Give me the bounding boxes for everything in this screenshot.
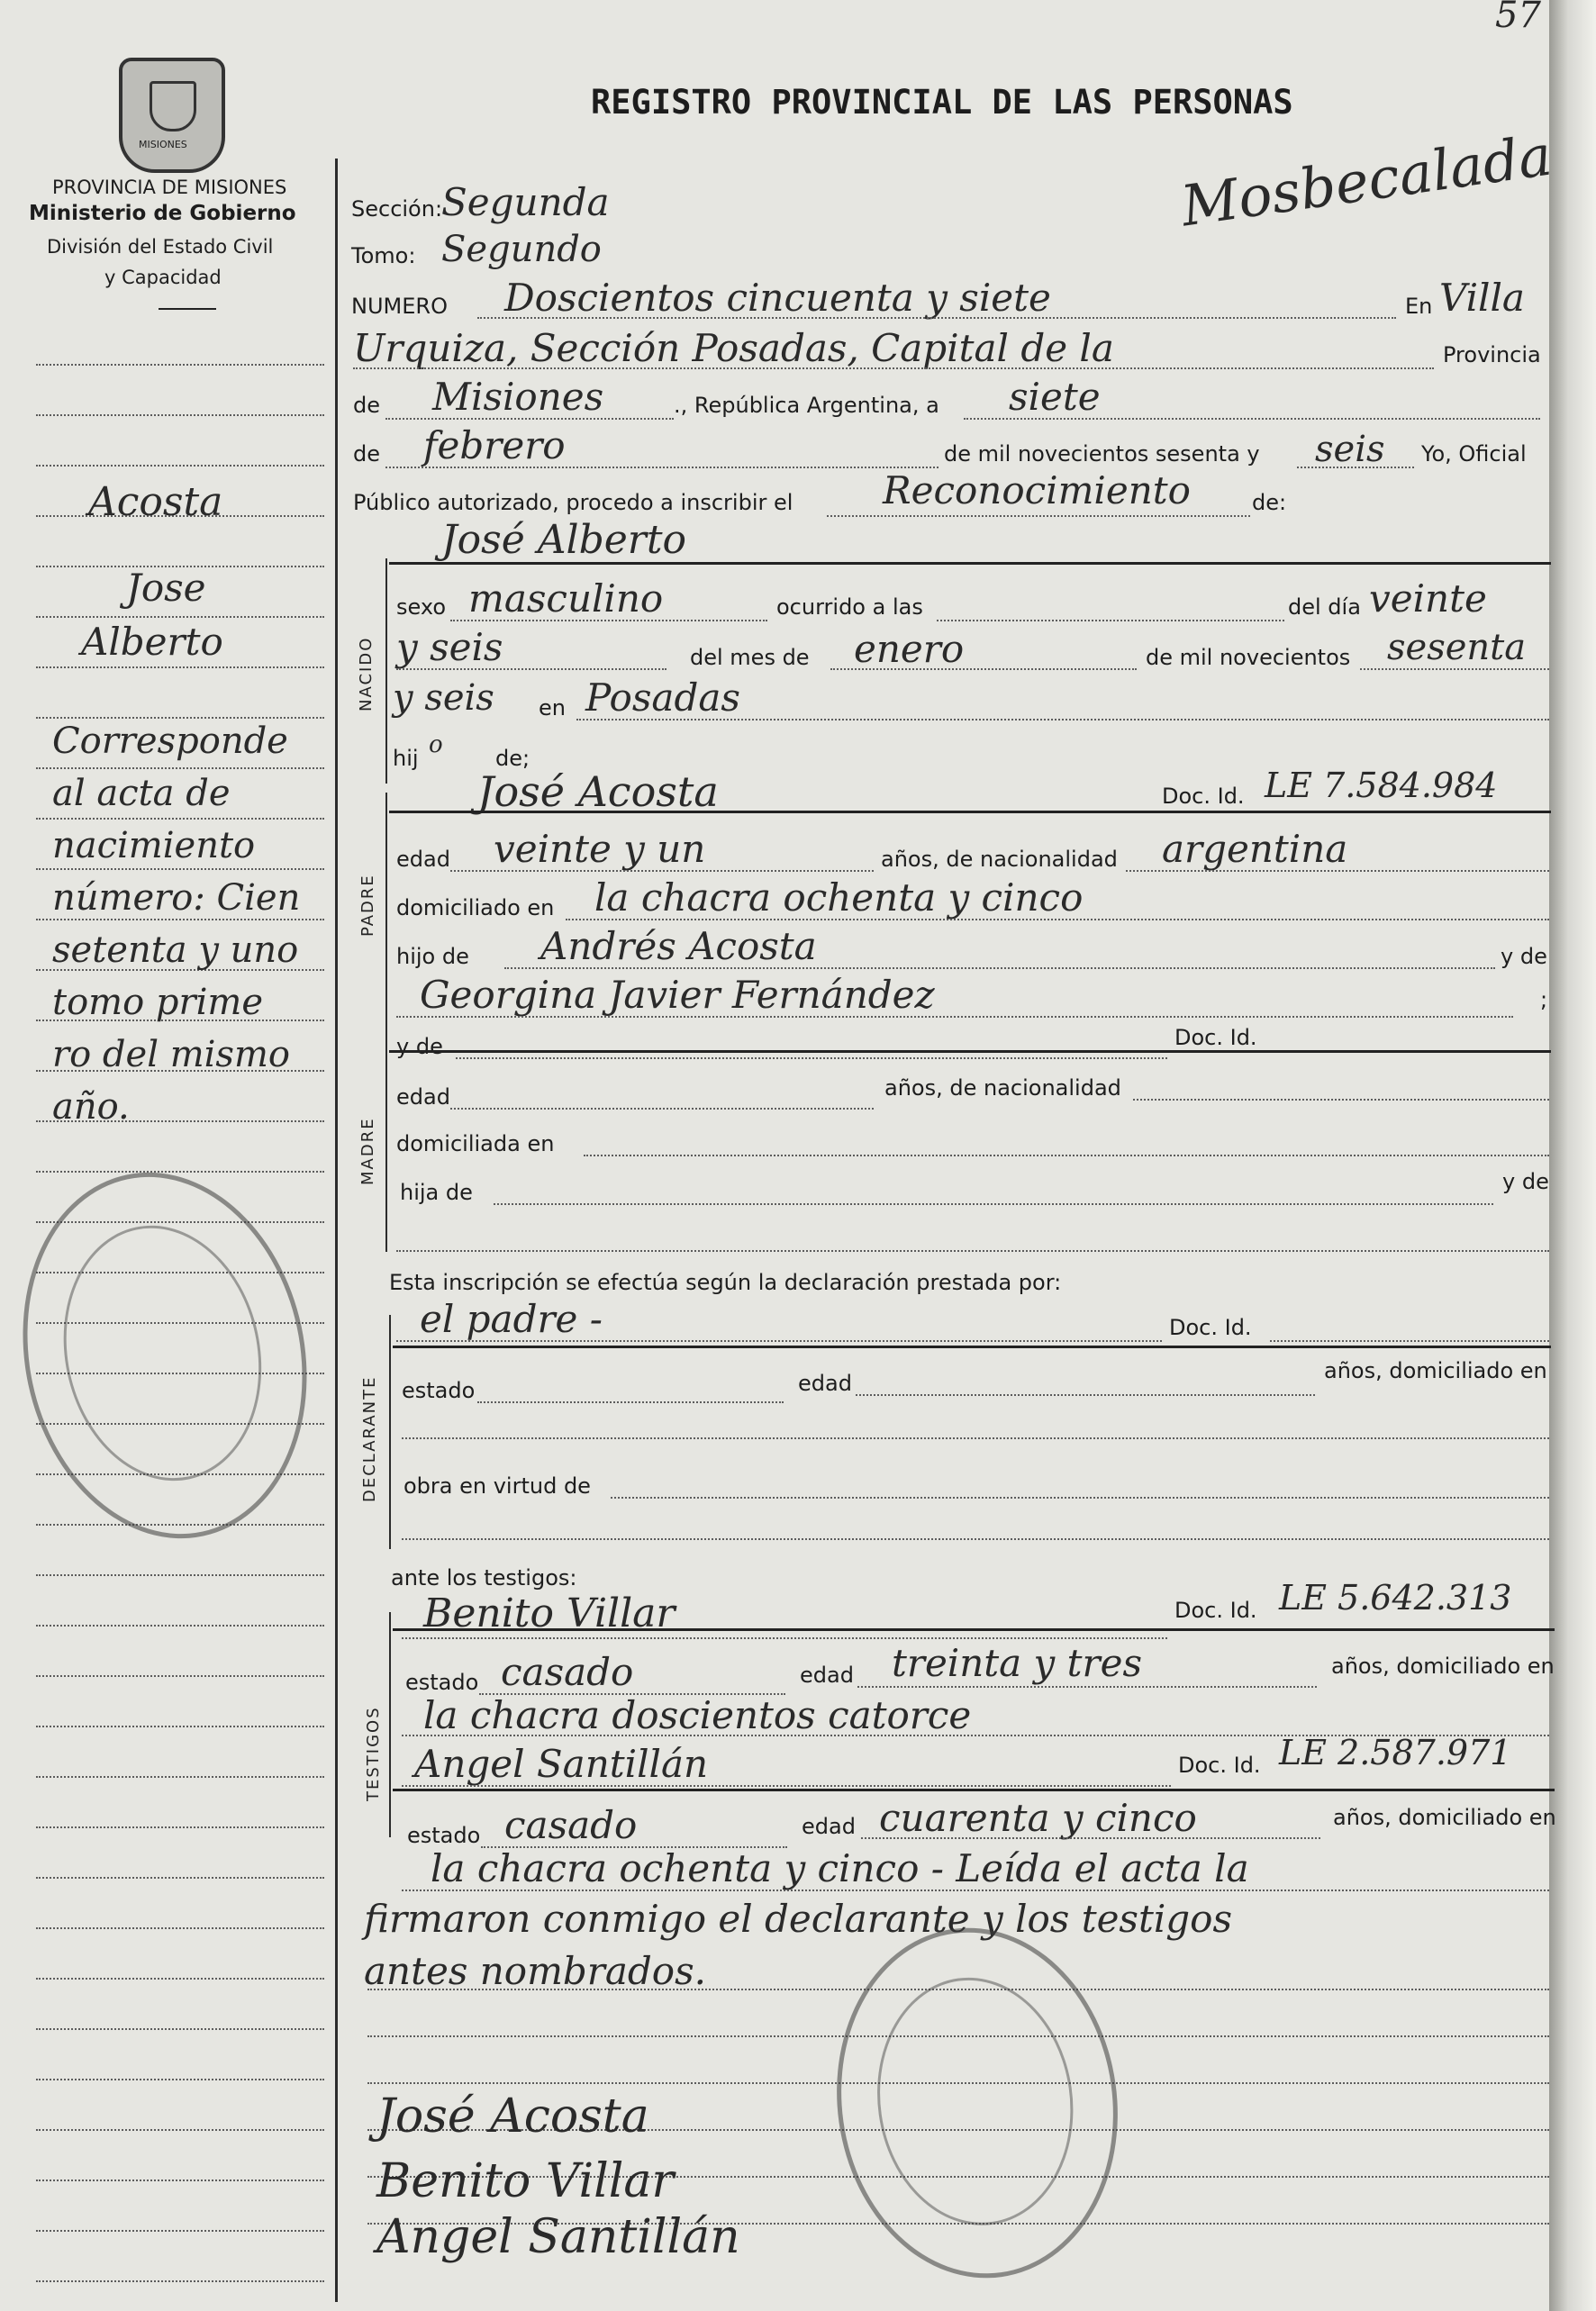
provincial-crest: MISIONES	[119, 58, 225, 173]
fecha-mes-value: febrero	[423, 423, 566, 467]
testigo1-estado-label: estado	[405, 1670, 479, 1695]
lugar-value-1: Villa	[1439, 276, 1525, 320]
margin-line	[36, 364, 324, 366]
margin-surname: Acosta	[88, 479, 223, 525]
padre-hijo-label: hijo de	[396, 944, 469, 969]
ministry-label: Ministerio de Gobierno	[29, 202, 296, 225]
closing-text-2: antes nombrados.	[364, 1949, 706, 1993]
padre-domicilio-value: la chacra ochenta y cinco	[594, 875, 1084, 920]
testigo1-doc-value: LE 5.642.313	[1279, 1578, 1512, 1618]
closing-text-1: firmaron conmigo el declarante y los testigos	[364, 1897, 1233, 1941]
testigo2-estado-label: estado	[407, 1823, 481, 1848]
margin-name-2: Alberto	[81, 620, 223, 664]
padre-nac-label: años, de nacionalidad	[881, 847, 1118, 872]
margin-line	[36, 919, 324, 920]
hijo-de-label: de;	[495, 746, 530, 771]
margin-line	[36, 1574, 324, 1576]
provincia-value: Misiones	[432, 375, 604, 419]
margin-line	[36, 666, 324, 668]
testigo2-doc-value: LE 2.587.971	[1279, 1733, 1512, 1772]
margin-line	[36, 868, 324, 870]
testigo2-edad-value: cuarenta y cinco	[879, 1796, 1197, 1840]
testigo1-edad-value: treinta y tres	[892, 1641, 1143, 1685]
testigos-section-label: TESTIGOS	[364, 1706, 383, 1801]
testigo1-estado-value: casado	[501, 1650, 634, 1694]
republica-label: ., República Argentina, a	[674, 393, 939, 418]
province-label: PROVINCIA DE MISIONES	[52, 177, 287, 198]
margin-line	[36, 465, 324, 467]
padre-edad-label: edad	[396, 847, 450, 872]
declarante-anos-label: años, domiciliado en	[1324, 1358, 1547, 1383]
nacido-lugar-value: Posadas	[585, 675, 740, 720]
margin-line	[36, 1171, 324, 1173]
official-signature: Mosbecalada	[1176, 122, 1556, 240]
sexo-value: masculino	[468, 576, 664, 621]
del-dia-label: del día	[1288, 594, 1361, 620]
padre-doc-label: Doc. Id.	[1162, 784, 1245, 809]
inscripto-name: José Alberto	[441, 517, 686, 563]
margin-line	[36, 1675, 324, 1677]
nacido-mes-value: enero	[854, 627, 965, 671]
padre-section-label: PADRE	[358, 874, 377, 937]
tomo-label: Tomo:	[351, 243, 416, 268]
madre-y-de2-label: y de	[1502, 1169, 1549, 1194]
testigo2-estado-value: casado	[504, 1803, 638, 1847]
padre-madre-value: Georgina Javier Fernández	[420, 973, 935, 1017]
de-label-2: de	[353, 441, 380, 467]
madre-edad-label: edad	[396, 1084, 450, 1110]
madre-section-label: MADRE	[358, 1117, 377, 1185]
margin-line	[36, 414, 324, 416]
padre-edad-value: veinte y un	[494, 827, 706, 871]
margin-line	[36, 1776, 324, 1778]
nacido-anio-value: sesenta	[1387, 627, 1527, 668]
nacido-dia-value: veinte	[1369, 576, 1487, 621]
testigo2-domicilio-value: la chacra ochenta y cinco - Leída el acta la	[431, 1846, 1249, 1890]
tomo-value: Segundo	[441, 229, 602, 270]
padre-y-de-label: y de	[1501, 944, 1547, 969]
page-number: 57	[1495, 0, 1541, 36]
margin-line	[36, 1927, 324, 1929]
declarante-edad-label: edad	[798, 1371, 852, 1396]
margin-line	[36, 616, 324, 618]
mil-label: de mil novecientos sesenta y	[944, 441, 1260, 467]
publico-label: Público autorizado, procedo a inscribir el	[353, 490, 793, 515]
provincia-label: Provincia	[1443, 342, 1541, 367]
hijo-label: hij	[393, 746, 419, 771]
margin-line	[36, 2180, 324, 2181]
padre-nacionalidad-value: argentina	[1162, 827, 1348, 871]
signature-padre: José Acosta	[376, 2089, 649, 2143]
margin-line	[36, 767, 324, 769]
testigo1-anos-label: años, domiciliado en	[1331, 1654, 1555, 1679]
testigo1-doc-label: Doc. Id.	[1174, 1598, 1257, 1623]
margin-line	[36, 818, 324, 820]
nacido-mil-label: de mil novecientos	[1146, 645, 1351, 670]
margin-line	[36, 2280, 324, 2282]
declarante-doc-label: Doc. Id.	[1169, 1315, 1252, 1340]
declarante-nombre: el padre -	[420, 1297, 603, 1341]
madre-dom-label: domiciliada en	[396, 1131, 555, 1156]
margin-name-1: Jose	[126, 566, 206, 610]
padre-dom-label: domiciliado en	[396, 895, 555, 920]
margin-divider	[335, 159, 338, 2302]
margin-line	[36, 1625, 324, 1627]
testigos-intro: ante los testigos:	[391, 1565, 577, 1591]
seccion-label: Sección:	[351, 196, 443, 222]
nacido-anio-cont: y seis	[393, 677, 494, 719]
ocurrido-label: ocurrido a las	[776, 594, 923, 620]
hijo-suffix: o	[429, 731, 443, 758]
testigo2-nombre: Angel Santillán	[414, 1742, 709, 1786]
margin-line	[36, 1877, 324, 1879]
margin-line	[36, 2129, 324, 2131]
margin-line	[36, 2028, 324, 2030]
margin-line	[36, 717, 324, 719]
declarante-estado-label: estado	[402, 1378, 476, 1403]
en-label: En	[1405, 294, 1433, 319]
madre-nac-label: años, de nacionalidad	[884, 1075, 1121, 1101]
declarante-obra-label: obra en virtud de	[404, 1473, 591, 1499]
testigo2-anos-label: años, domiciliado en	[1333, 1805, 1556, 1830]
testigo1-nombre: Benito Villar	[423, 1591, 676, 1636]
testigo2-edad-label: edad	[802, 1814, 856, 1839]
de-label: de	[353, 393, 380, 418]
margin-line	[36, 1726, 324, 1727]
padre-doc-value: LE 7.584.984	[1265, 766, 1498, 805]
signature-testigo-1: Benito Villar	[376, 2154, 675, 2208]
lugar-value-2: Urquiza, Sección Posadas, Capital de la	[353, 326, 1114, 370]
semicolon: ;	[1540, 987, 1548, 1012]
nacido-section-label: NACIDO	[357, 636, 376, 711]
division-label-2: y Capacidad	[104, 267, 222, 288]
padre-nombre: José Acosta	[477, 767, 719, 816]
padre-padre-value: Andrés Acosta	[540, 924, 817, 968]
numero-label: NUMERO	[351, 294, 448, 319]
page-title: REGISTRO PROVINCIAL DE LAS PERSONAS	[591, 83, 1293, 122]
nacido-dia-cont: y seis	[396, 625, 503, 669]
madre-hija-label: hija de	[400, 1180, 473, 1205]
acto-value: Reconocimiento	[883, 468, 1191, 512]
sexo-label: sexo	[396, 594, 446, 620]
page-edge	[1549, 0, 1596, 2311]
oficial-label: Yo, Oficial	[1421, 441, 1527, 467]
mes-label: del mes de	[690, 645, 810, 670]
fecha-dia-value: siete	[1009, 375, 1101, 419]
seccion-value: Segunda	[441, 180, 610, 224]
testigo2-doc-label: Doc. Id.	[1178, 1753, 1261, 1778]
testigo1-edad-label: edad	[800, 1663, 854, 1688]
de-colon-label: de:	[1252, 490, 1287, 515]
signature-testigo-2: Angel Santillán	[376, 2210, 740, 2264]
madre-doc-label: Doc. Id.	[1174, 1025, 1257, 1050]
margin-line	[36, 1978, 324, 1980]
margin-line	[36, 2230, 324, 2232]
declarante-section-label: DECLARANTE	[360, 1375, 379, 1502]
margin-line	[36, 1826, 324, 1828]
testigo1-domicilio-value: la chacra doscientos catorce	[423, 1693, 972, 1737]
declarante-intro: Esta inscripción se efectúa según la declaración prestada por:	[389, 1270, 1062, 1295]
division-label: División del Estado Civil	[47, 236, 274, 258]
madre-y-de-label: y de	[396, 1034, 443, 1059]
fecha-anio-value: seis	[1315, 429, 1385, 470]
en-lugar-label: en	[539, 695, 566, 720]
margin-line	[36, 2079, 324, 2080]
numero-value: Doscientos cincuenta y siete	[504, 276, 1051, 320]
